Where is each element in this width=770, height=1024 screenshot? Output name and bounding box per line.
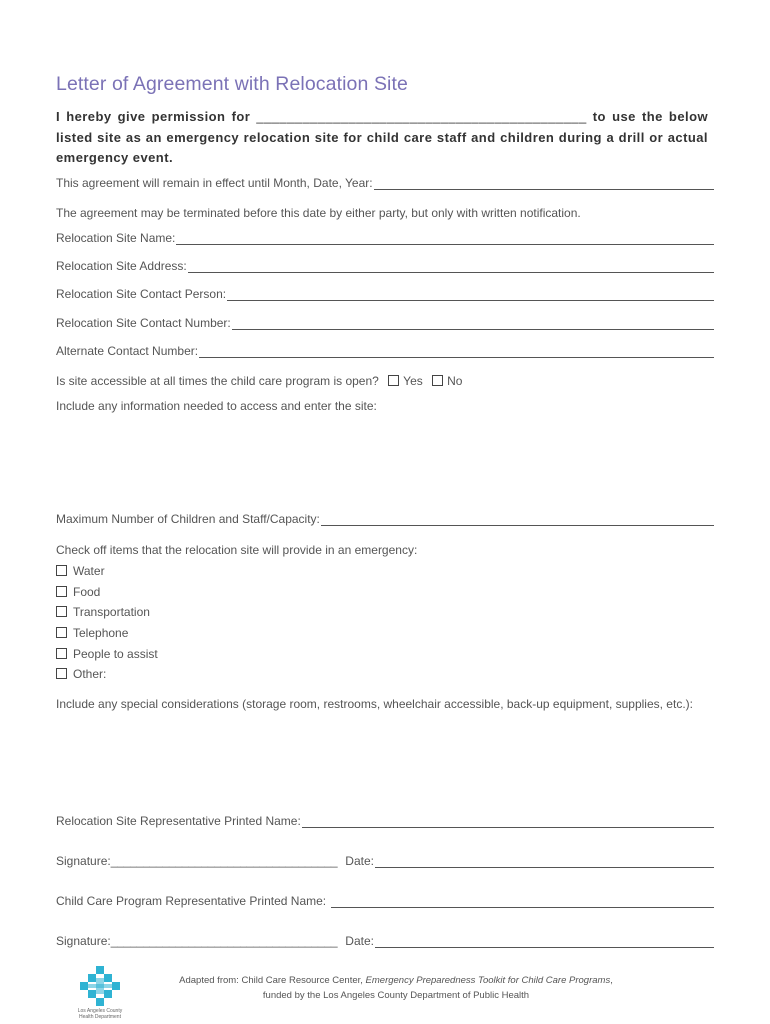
contact-person-field[interactable] — [227, 287, 714, 301]
site-name-row — [56, 231, 714, 245]
alternate-number-label: Alternate Contact Number: — [56, 344, 199, 358]
program-rep-name-label: Child Care Program Representative Printed Name: — [56, 894, 327, 908]
contact-person-row — [56, 287, 714, 301]
program-date-field[interactable] — [375, 934, 714, 948]
contact-number-label: Relocation Site Contact Number: — [56, 316, 231, 330]
signature-label: Signature: — [56, 854, 111, 868]
site-date-field[interactable] — [375, 854, 714, 868]
effective-date-label: This agreement will remain in effect until Month, Date, Year: — [56, 176, 373, 190]
site-rep-name-row — [56, 814, 714, 828]
provide-item[interactable] — [56, 582, 158, 603]
site-name-field[interactable] — [176, 231, 714, 245]
logo-wordmark — [66, 1008, 134, 1020]
site-address-field[interactable] — [188, 259, 714, 273]
contact-person-label: Relocation Site Contact Person: — [56, 287, 227, 301]
permission-suffix: to use the below listed site as an emergency relocation site for child care staff and children during a drill or actual emergency event. — [56, 109, 709, 165]
provide-item-label: Other: — [73, 667, 107, 682]
yes-option[interactable] — [388, 374, 423, 388]
effective-date-row — [56, 176, 714, 190]
alternate-number-field[interactable] — [199, 344, 714, 358]
signature-label: Signature: — [56, 934, 111, 948]
site-address-row — [56, 259, 714, 273]
access-info-label: Include any information needed to access and enter the site: — [56, 399, 377, 413]
provide-item-label: Food — [73, 584, 101, 599]
funded-line: funded by the Los Angeles County Department of Public Health — [262, 990, 530, 1001]
health-department-logo — [66, 964, 134, 1024]
yes-checkbox[interactable] — [388, 375, 399, 386]
permission-prefix: I hereby give permission for — [56, 109, 251, 124]
provide-item[interactable] — [56, 644, 158, 665]
site-signature-field[interactable]: ___________________________________ — [110, 854, 338, 868]
provide-heading: Check off items that the relocation site will provide in an emergency: — [56, 543, 418, 557]
capacity-field[interactable] — [321, 512, 714, 526]
provide-item[interactable] — [56, 664, 158, 685]
no-label: No — [447, 374, 463, 388]
page-title: Letter of Agreement with Relocation Site — [56, 73, 408, 95]
termination-note: The agreement may be terminated before this date by either party, but only with written notification. — [56, 206, 581, 220]
accessibility-row — [56, 374, 462, 388]
footer-credit — [166, 973, 626, 1003]
site-signature-row — [56, 854, 714, 868]
checkbox[interactable] — [56, 586, 67, 597]
checkbox[interactable] — [56, 648, 67, 659]
logo-line2: Health Department — [79, 1014, 121, 1020]
special-considerations-label: Include any special considerations (storage room, restrooms, wheelchair accessible, back-up equipment, supplies, etc.): — [56, 697, 693, 711]
checkbox[interactable] — [56, 565, 67, 576]
capacity-row — [56, 512, 714, 526]
date-label: Date: — [345, 854, 374, 868]
provide-item-label: Water — [73, 564, 105, 578]
checkbox[interactable] — [56, 668, 67, 679]
accessibility-question: Is site accessible at all times the child care program is open? — [56, 374, 379, 388]
star-logo-icon — [66, 964, 134, 1010]
site-rep-name-label: Relocation Site Representative Printed Name: — [56, 814, 301, 828]
adapted-line — [166, 973, 626, 988]
agreement-form — [56, 0, 714, 1024]
permission-statement — [56, 107, 708, 169]
site-address-label: Relocation Site Address: — [56, 259, 187, 273]
provide-item[interactable] — [56, 602, 158, 623]
provide-items-list — [56, 561, 158, 685]
contact-number-row — [56, 316, 714, 330]
site-name-label: Relocation Site Name: — [56, 231, 176, 245]
no-checkbox[interactable] — [432, 375, 443, 386]
program-rep-name-field[interactable] — [331, 894, 714, 908]
program-rep-name-row — [56, 894, 714, 908]
yes-label: Yes — [403, 374, 423, 388]
toolkit-title: Emergency Preparedness Toolkit for Child Care Programs — [365, 975, 611, 986]
date-label: Date: — [345, 934, 374, 948]
program-signature-field[interactable]: ___________________________________ — [110, 934, 338, 948]
program-signature-row — [56, 934, 714, 948]
capacity-label: Maximum Number of Children and Staff/Capacity: — [56, 512, 320, 526]
provide-item-label: Telephone — [73, 626, 129, 641]
checkbox[interactable] — [56, 606, 67, 617]
adapted-prefix: Adapted from: Child Care Resource Center, — [179, 975, 363, 986]
provide-item-label: People to assist — [73, 646, 158, 661]
alternate-number-row — [56, 344, 714, 358]
provide-item-label: Transportation — [73, 605, 150, 620]
provide-item[interactable] — [56, 561, 158, 582]
provide-item[interactable] — [56, 623, 158, 644]
effective-date-field[interactable] — [374, 176, 714, 190]
no-option[interactable] — [432, 374, 462, 388]
contact-number-field[interactable] — [232, 316, 714, 330]
adapted-suffix: , — [610, 975, 613, 986]
checkbox[interactable] — [56, 627, 67, 638]
logo-line1: Los Angeles County — [77, 1008, 123, 1014]
site-rep-name-field[interactable] — [302, 814, 714, 828]
program-name-blank[interactable]: ___________________________________________ — [256, 109, 587, 124]
